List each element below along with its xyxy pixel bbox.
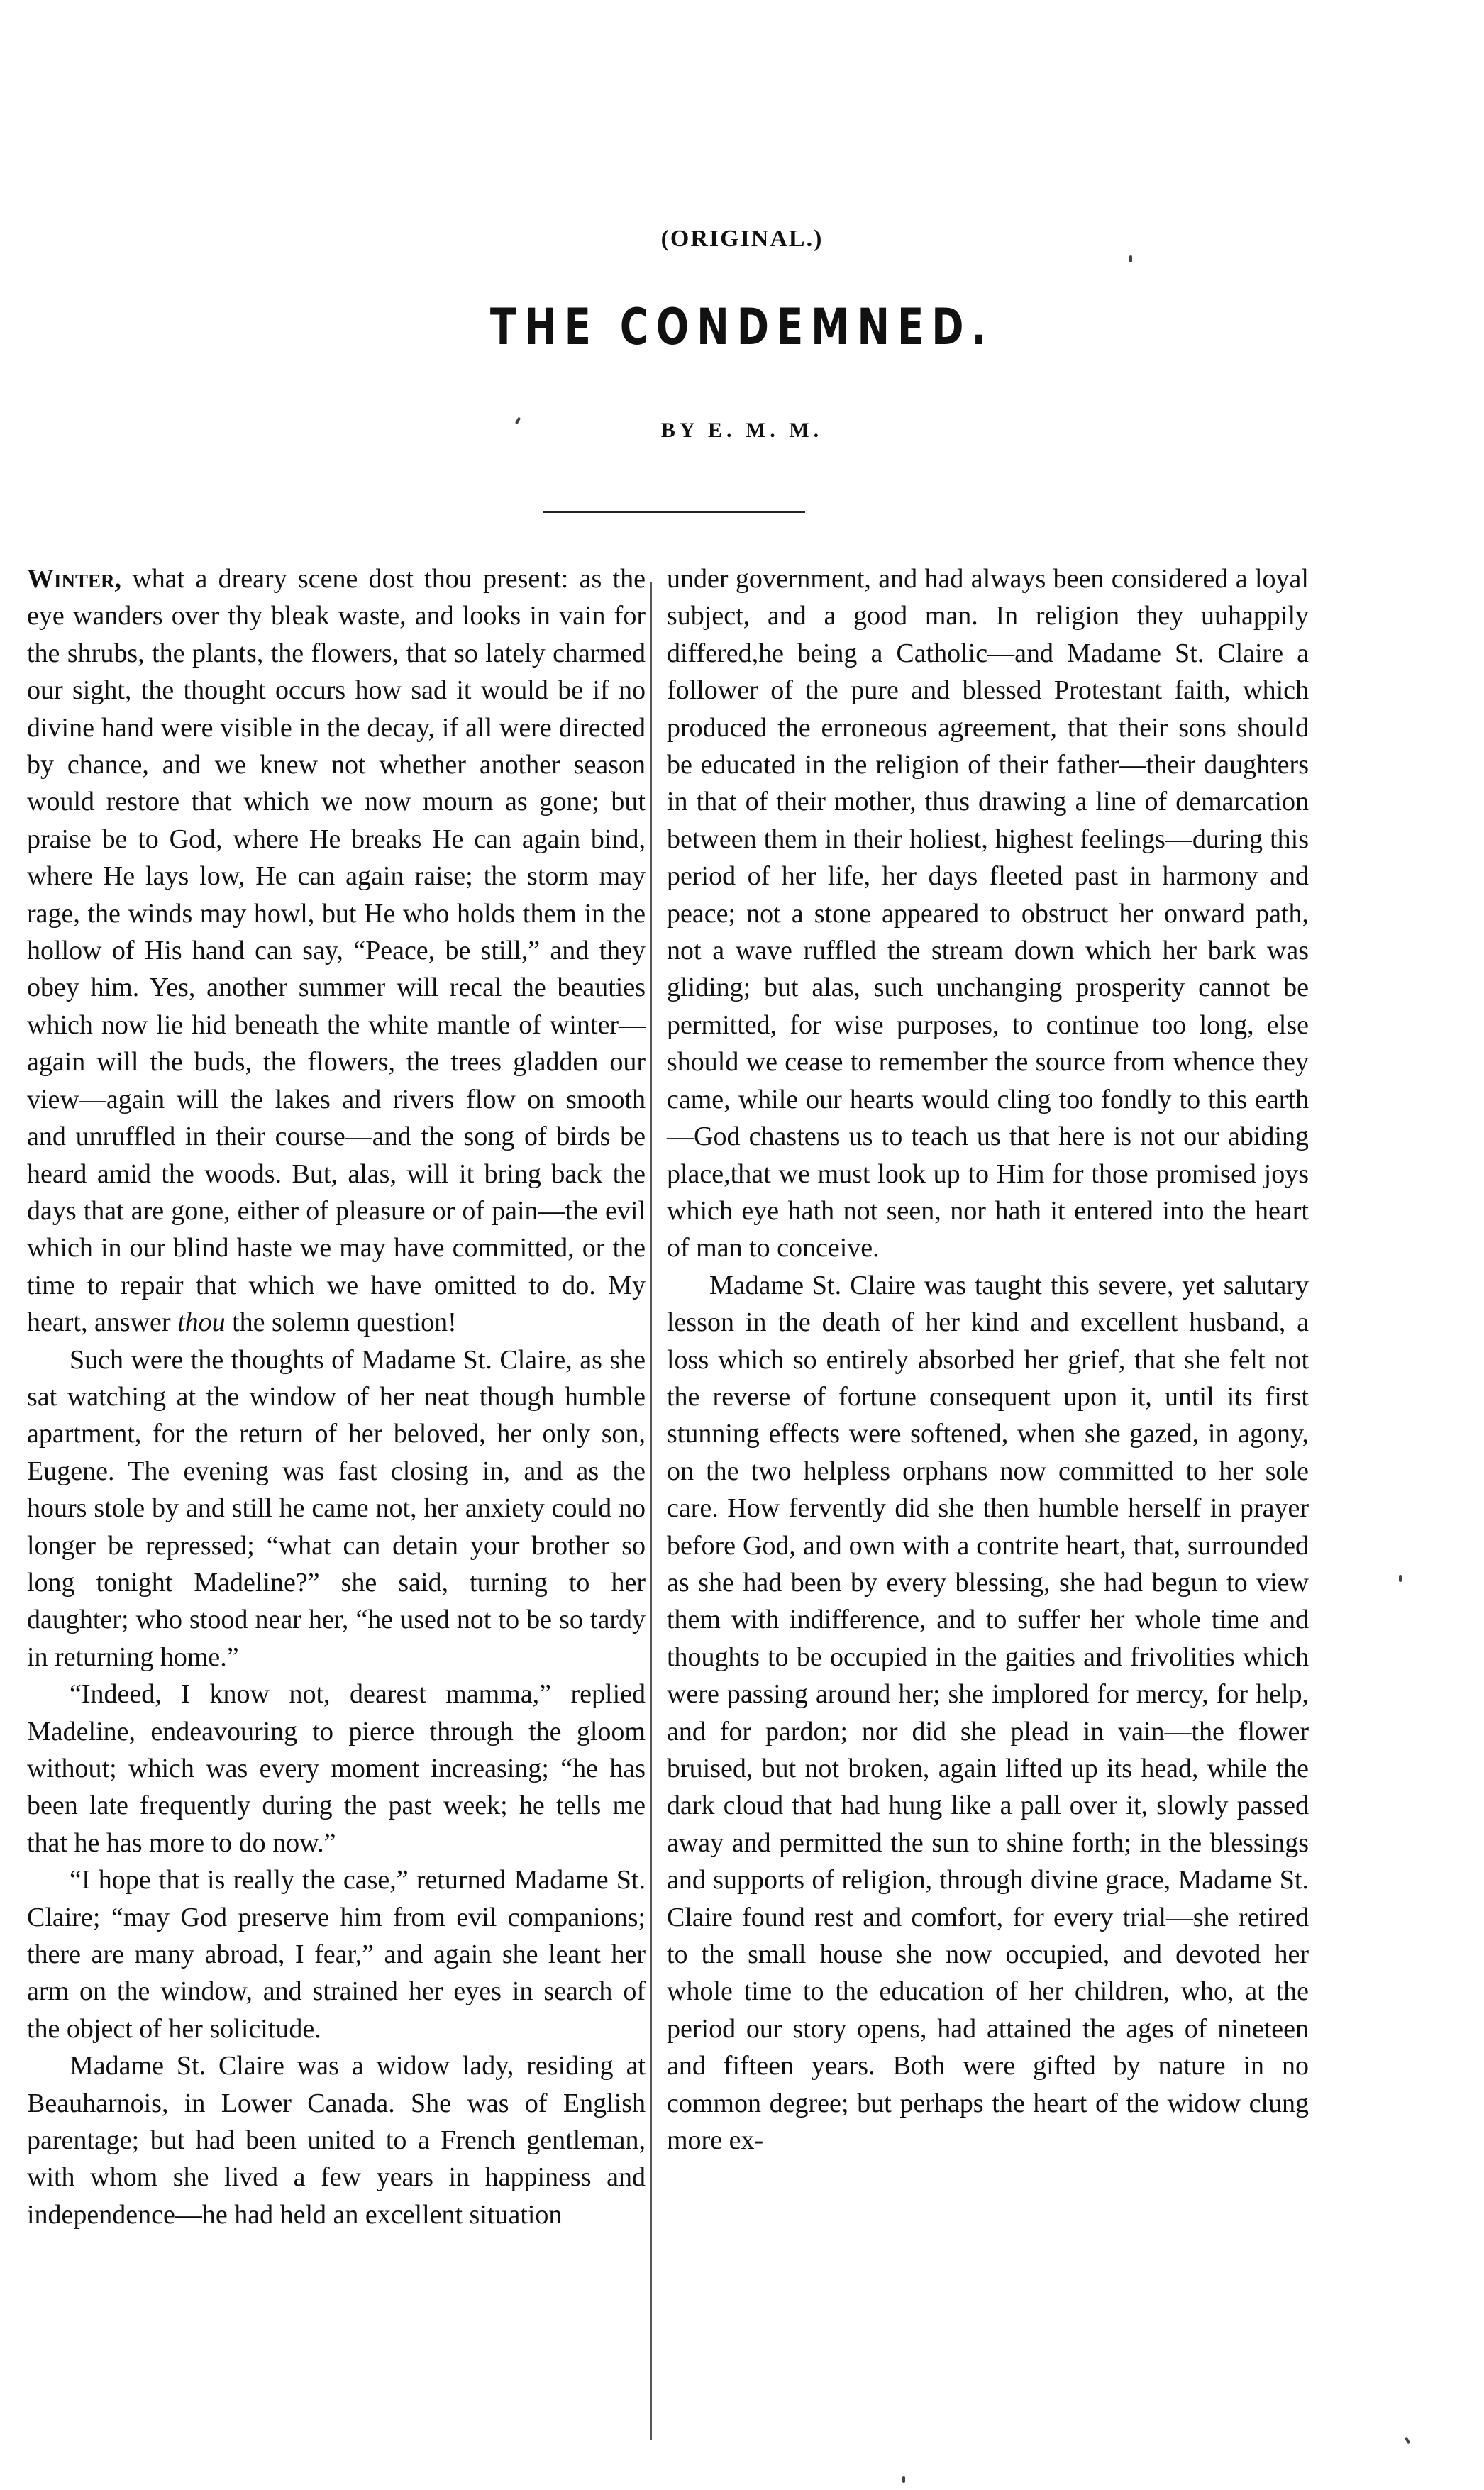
- paragraph: “Indeed, I know not, dearest mamma,” replied Madeline, endeavouring to pierce through the gloom without; which was every moment increasing; “he has been late frequently during the past week; he tells me that he has more to do now.”: [27, 1679, 646, 1858]
- paragraph-text-end: the solemn question!: [225, 1307, 457, 1338]
- title-rule: [543, 511, 805, 513]
- opening-word: Winter,: [27, 564, 122, 594]
- ink-speck: [1129, 255, 1132, 262]
- story-title: THE CONDEMNED.: [489, 298, 995, 356]
- paragraph: under government, and had always been considered a loyal subject, and a good man. In religion they uuhappily differed,he being a Catholic—and Madame St. Claire a follower of the pure and blessed Protestant faith, which produced the erroneous agreement, that their sons should be educated in the religion of their father—their daughters in that of their mother, thus drawing a line of demarcation between them in their holiest, highest feelings—during this period of her life, her days fleeted past in harmony and peace; not a stone appeared to obstruct her onward path, not a wave ruffled the stream down which her bark was gliding; but alas, such unchanging prosperity cannot be permitted, for wise purposes, to continue too long, else should we cease to remember the source from whence they came, while our hearts would cling too fondly to this earth—God chastens us to teach us that here is not our abiding place,that we must look up to Him for those promised joys which eye hath not seen, nor hath it entered into the heart of man to conceive.: [667, 564, 1309, 1263]
- ink-speck: [902, 2476, 905, 2483]
- paragraph: Madame St. Claire was taught this severe, yet salutary lesson in the death of her kind and excellent husband, a loss which so entirely absorbed her grief, that she felt not the reverse of fortune consequent upon it, until its first stunning effects were softened, when she gazed, in agony, on the two helpless orphans now committed to her sole care. How fervently did she then humble herself in prayer before God, and own with a contrite heart, that, surrounded as she had been by every blessing, she had begun to view them with indifference, and to suffer her whole time and thoughts to be occupied in the gaities and frivolities which were passing around her; she implored for mercy, for help, and for pardon; nor did she plead in vain—the flower bruised, but not broken, again lifted up its head, while the dark cloud that had hung like a pall over it, slowly passed away and permitted the sun to shine forth; in the blessings and supports of religion, through divine grace, Madame St. Claire found rest and comfort, for every trial—she retired to the small house she now occupied, and devoted her whole time to the education of her children, who, at the period our story opens, had attained the ages of nineteen and fifteen years. Both were gifted by nature in no common degree; but perhaps the heart of the widow clung more ex-: [667, 1270, 1309, 2156]
- paragraph-text: what a dreary scene dost thou present: as the eye wanders over thy bleak waste, and looks in vain for the shrubs, the plants, the flowers, that so lately charmed our sight, the thought occurs how sad it would be if no divine hand were visible in the decay, if all were directed by chance, and we knew not whether another season would restore that which we now mourn as gone; but praise be to God, where He breaks He can again bind, where He lays low, He can again raise; the storm may rage, the winds may howl, but He who holds them in the hollow of His hand can say, “Peace, be still,” and they obey him. Yes, another summer will recal the beauties which now lie hid beneath the white mantle of winter—again will the buds, the flowers, the trees gladden our view—again will the lakes and rivers flow on smooth and unruffled in their course—and the song of birds be heard amid the woods. But, alas, will it bring back the days that are gone, either of pleasure or of pain—the evil which in our blind haste we may have committed, or the time to repair that which we have omitted to do. My heart, answer: [27, 564, 646, 1338]
- paragraph: Madame St. Claire was a widow lady, residing at Beauharnois, in Lower Canada. She was of English parentage; but had been united to a French gentleman, with whom she lived a few years in happiness and independence—he had held an excellent situation: [27, 2051, 646, 2230]
- emphasis-text: thou: [177, 1307, 226, 1338]
- right-column: [667, 560, 1309, 2159]
- ink-speck: [1399, 1575, 1402, 1582]
- paragraph: “I hope that is really the case,” returned Madame St. Claire; “may God preserve him from evil companions; there are many abroad, I fear,” and again she leant her arm on the window, and strained her eyes in search of the object of her solicitude.: [27, 1865, 646, 2044]
- original-note: (ORIGINAL.): [660, 226, 824, 252]
- left-column: [27, 560, 646, 2233]
- column-divider: [650, 582, 652, 2440]
- paragraph: [27, 560, 646, 1341]
- author-byline: BY E. M. M.: [660, 419, 824, 442]
- paragraph: Such were the thoughts of Madame St. Claire, as she sat watching at the window of her neat though humble apartment, for the return of her beloved, her only son, Eugene. The evening was fast closing in, and as the hours stole by and still he came not, her anxiety could no longer be repressed; “what can detain your brother so long tonight Madeline?” she said, turning to her daughter; who stood near her, “he used not to be so tardy in returning home.”: [27, 1344, 646, 1672]
- ink-speck: [1405, 2437, 1410, 2445]
